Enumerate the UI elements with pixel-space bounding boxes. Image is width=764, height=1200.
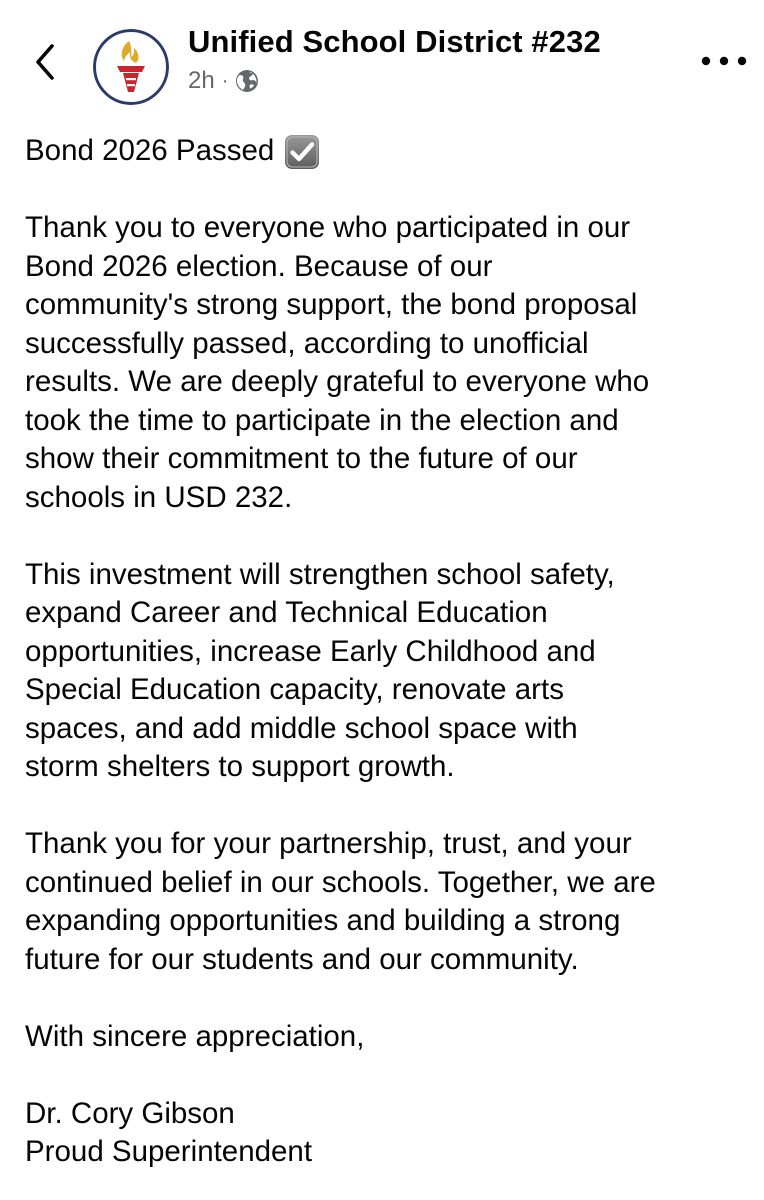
more-options-icon bbox=[697, 48, 751, 74]
page-name[interactable]: Unified School District #232 bbox=[188, 24, 601, 59]
signature-title: Proud Superintendent bbox=[25, 1135, 313, 1168]
post-title: Bond 2026 Passed bbox=[25, 134, 275, 167]
post-body bbox=[25, 132, 750, 1172]
spacer bbox=[25, 979, 750, 1018]
spacer bbox=[25, 171, 750, 210]
post-header bbox=[0, 0, 764, 120]
spacer bbox=[25, 1056, 750, 1095]
meta-separator: · bbox=[221, 69, 229, 92]
chevron-left-icon bbox=[28, 42, 64, 82]
torch-logo-icon bbox=[93, 29, 169, 105]
globe-icon bbox=[235, 69, 259, 93]
check-mark-button-icon bbox=[284, 134, 320, 170]
signature-name: Dr. Cory Gibson bbox=[25, 1096, 235, 1130]
back-button[interactable] bbox=[28, 42, 64, 82]
post-closing: With sincere appreciation, bbox=[25, 1019, 365, 1053]
post-paragraph-2: This investment will strengthen school safety, expand Career and Technical Education opportunities, increase Early Childhood and Special Education capacity, renovate arts spaces, and add middle school space with storm shelters to support growth. bbox=[25, 557, 615, 783]
spacer bbox=[25, 517, 750, 556]
post-time[interactable]: 2h bbox=[188, 67, 215, 94]
post-paragraph-3: Thank you for your partnership, trust, and your continued belief in our schools. Together, we are expanding opportunities and building a strong future for our students and our community. bbox=[25, 827, 656, 976]
post-paragraph-1: Thank you to everyone who participated in our Bond 2026 election. Because of our community's strong support, the bond proposal successfully passed, according to unofficial results. We are deeply grateful to everyone who took the time to participate in the election and show their commitment to the future of our schools in USD 232. bbox=[25, 211, 650, 514]
avatar[interactable] bbox=[93, 29, 169, 105]
post-title-line bbox=[25, 132, 750, 171]
spacer bbox=[25, 787, 750, 826]
more-options-button[interactable] bbox=[697, 48, 751, 74]
post-meta bbox=[188, 66, 259, 96]
